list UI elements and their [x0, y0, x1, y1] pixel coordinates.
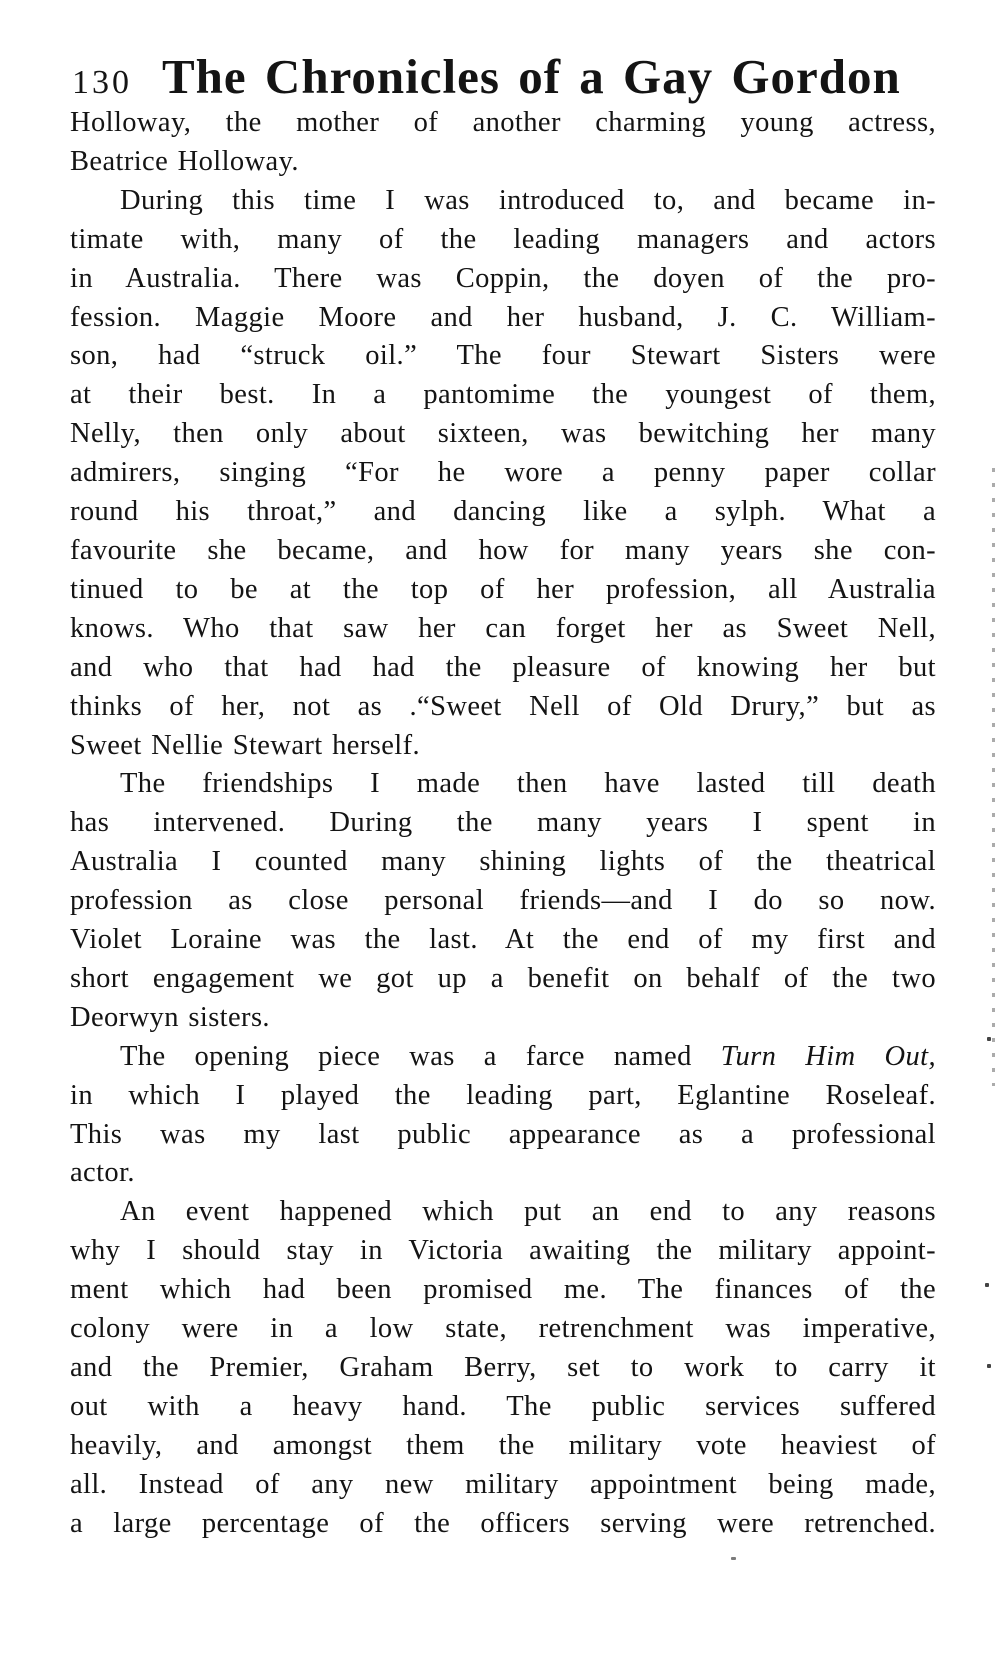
paragraph [70, 1193, 936, 1543]
scan-artifact-dot [985, 1283, 989, 1287]
text-line: knows. Who that saw her can forget her as Sweet Nell, [70, 612, 936, 644]
text-block [70, 104, 936, 1544]
text-line: ment which had been promised me. The finances of the [70, 1274, 936, 1306]
scan-artifact-dot [987, 1037, 991, 1041]
text-line: at their best. In a pantomime the youngest of them, [70, 379, 936, 411]
text-line: An event happened which put an end to any reasons [120, 1196, 936, 1228]
text-line: and the Premier, Graham Berry, set to work to carry it [70, 1352, 936, 1383]
text-line: Deorwyn sisters. [70, 1001, 270, 1033]
text-line: thinks of her, not as .“Sweet Nell of Old Drury,” but as [70, 690, 936, 722]
paragraph [70, 1038, 936, 1194]
text-line: a large percentage of the officers serving were retrenched. [70, 1507, 936, 1539]
text-line: Beatrice Holloway. [70, 145, 299, 177]
paragraph [70, 765, 936, 1037]
scan-artifact-dot [987, 1364, 991, 1368]
text-line: and who that had had the pleasure of knowing her but [70, 651, 936, 683]
text-line: tinued to be at the top of her profession, all Australia [70, 573, 936, 605]
text-line: out with a heavy hand. The public services suffered [70, 1390, 936, 1422]
text-line: The opening piece was a farce named Turn Him Out, [120, 1040, 937, 1072]
text-line: all. Instead of any new military appointment being made, [70, 1468, 936, 1500]
scan-artifact-line [992, 468, 995, 1086]
text-line: in which I played the leading part, Eglantine Roseleaf. [70, 1079, 936, 1111]
text-line: has intervened. During the many years I spent in [70, 807, 936, 839]
text-line: son, had “struck oil.” The four Stewart Sisters were [70, 340, 936, 372]
text-line: short engagement we got up a benefit on behalf of the two [70, 962, 936, 994]
paragraph [70, 104, 936, 182]
text-line: The friendships I made then have lasted till death [120, 768, 936, 800]
text-line: timate with, many of the leading managers and actors [70, 223, 936, 255]
text-line: profession as close personal friends—and I do so now. [70, 885, 936, 917]
scan-artifact-dot [731, 1557, 736, 1560]
text-line: actor. [70, 1157, 135, 1189]
text-line: During this time I was introduced to, and became in- [120, 184, 936, 216]
page-number: 130 [72, 64, 132, 101]
text-line: round his throat,” and dancing like a sylph. What a [70, 496, 936, 528]
text-line: Holloway, the mother of another charming young actress, [70, 107, 936, 138]
text-line: admirers, singing “For he wore a penny paper collar [70, 457, 936, 489]
page-title: The Chronicles of a Gay Gordon [162, 49, 901, 104]
text-line: colony were in a low state, retrenchment was imperative, [70, 1313, 936, 1345]
text-line: fession. Maggie Moore and her husband, J. C. William- [70, 301, 936, 333]
text-line: Nelly, then only about sixteen, was bewitching her many [70, 418, 936, 450]
text-line: favourite she became, and how for many years she con- [70, 534, 936, 566]
page-header [72, 48, 938, 105]
paragraph [70, 182, 936, 766]
text-line: This was my last public appearance as a professional [70, 1118, 936, 1150]
text-line: heavily, and amongst them the military vote heaviest of [70, 1429, 936, 1461]
text-line: Violet Loraine was the last. At the end of my first and [70, 924, 936, 956]
text-line: Australia I counted many shining lights of the theatrical [70, 846, 936, 878]
text-line: why I should stay in Victoria awaiting the military appoint- [70, 1235, 936, 1267]
text-line: in Australia. There was Coppin, the doyen of the pro- [70, 262, 936, 294]
text-line: Sweet Nellie Stewart herself. [70, 729, 420, 761]
